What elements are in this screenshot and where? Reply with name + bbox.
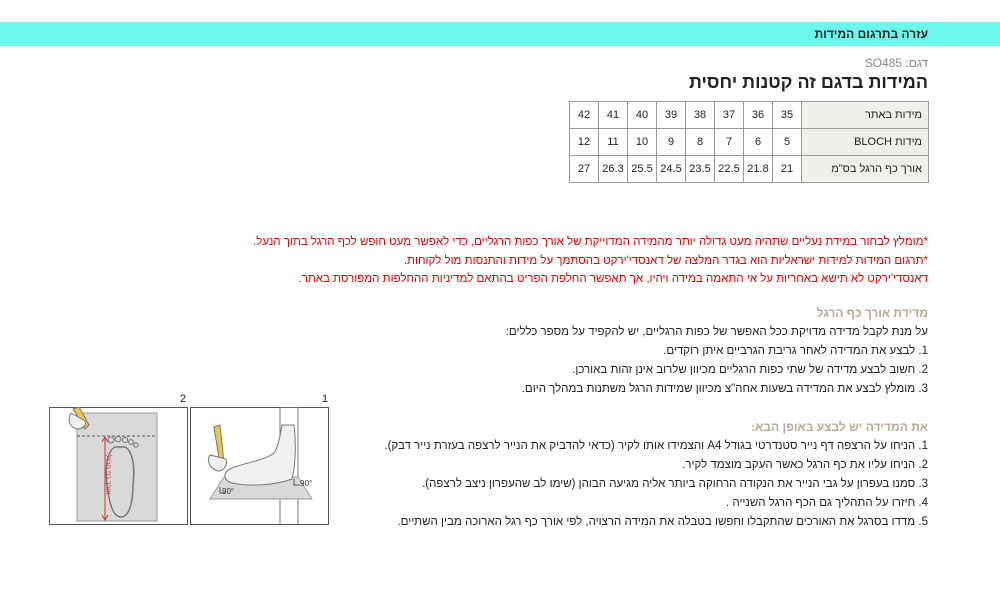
figure-number-2: 2 [180,393,187,405]
table-cell: 21 [773,156,802,183]
table-cell: 24.5 [657,156,686,183]
table-row-label: מידות BLOCH [802,129,929,156]
list-item: 3. מומלץ לבצע את המדידה בשעות אחה"צ מכיוון שמידות הרגל משתנות במהלך היום. [521,383,928,395]
list-item: 4. חיזרו על התהליך גם הכף הרגל השנייה . [726,497,928,509]
table-cell: 10 [628,129,657,156]
table-cell: 38 [686,102,715,129]
table-cell: 22.5 [715,156,744,183]
measure-rules [506,323,928,399]
table-cell: 12 [570,129,599,156]
foot-outline-illustration [49,407,188,525]
section-title-steps: את המדידה יש לבצע באופן הבא: [751,420,928,434]
angle-label-1: 90° [222,487,235,496]
table-cell: 27 [570,156,599,183]
table-cell: 37 [715,102,744,129]
table-row [570,129,929,156]
note-line: דאנסדי'ירקט לא תישא באחריות על אי התאמה במידה ויהיו, אך תאפשר החלפת הפריט בהתאם למדיניות ההחלפות המפורסת באתר. [298,273,928,285]
table-row [570,102,929,129]
table-cell: 5 [773,129,802,156]
note-line: *תרגום המידות למידות ישראליות הוא בגדר המלצה של דאנסדי'ירקט בהסתמך על מידות והתנסות מול לקוחות. [403,254,928,267]
figure-foot-side-view [190,407,329,525]
table-cell: 42 [570,102,599,129]
list-item: 5. מדדו בסרגל את האורכים שהתקבלו וחפשו בטבלה את המידה הרצויה, לפי אורך כף רגל הארוכה מבין השתיים. [397,516,928,528]
table-row-label: אורך כף הרגל בס"מ [802,156,929,183]
list-item: 1. לבצע את המדידה לאחר גריבת הגרביים איתן רוקדים. [663,345,928,357]
size-notes [253,233,928,289]
table-row-label: מידות באתר [802,102,929,129]
list-item: 1. הניחו על הרצפה דף נייר סטנדרטי בגודל A4 והצמידו אותו לקיר (כדאי להדביק את הנייר לרצפה בעזרת נייר דבק). [384,440,928,452]
measure-steps [384,437,928,532]
list-item: 2. הניחו עליו את כף הרגל כאשר העקב מוצמד לקיר. [682,459,928,471]
note-line: *מומלץ לבחור במידת נעליים שתהיה מעט גדולה יותר מהמידה המדוייקת של אורך כפות הרגליים, כדי לאפשר מעט חופש לכף הרגל בתוך הנעל. [253,236,928,248]
figure-foot-top-view [49,407,188,525]
table-cell: 35 [773,102,802,129]
table-cell: 25.5 [628,156,657,183]
table-cell: 36 [744,102,773,129]
section-title-measure: מדידת אורך כף הרגל [816,306,928,320]
list-item: 3. סמנו בעפרון על גבי הנייר את הנקודה הרחוקה ביותר אליה מגיעה הבוהן (שימו לב שהעפרון ניצב לרצפה). [422,478,928,490]
model-label: דגם: SO485 [864,56,928,70]
header-bar [0,22,1000,46]
foot-side-illustration [190,407,329,525]
table-cell: 11 [599,129,628,156]
table-cell: 40 [628,102,657,129]
table-cell: 9 [657,129,686,156]
table-cell: 7 [715,129,744,156]
rules-intro: על מנת לקבל מדידה מדויקת ככל האפשר של כפות הרגליים, יש להקפיד על מספר כללים: [505,326,928,338]
table-cell: 21.8 [744,156,773,183]
table-cell: 23.5 [686,156,715,183]
table-cell: 39 [657,102,686,129]
angle-label-2: 90° [300,479,313,488]
foot-length-label: אורך כף הרגל [104,454,112,495]
figure-number-1: 1 [322,393,329,405]
page-headline: המידות בדגם זה קטנות יחסית [688,72,928,92]
table-cell: 6 [744,129,773,156]
table-cell: 41 [599,102,628,129]
table-row [570,156,929,183]
header-title: עזרה בתרגום המידות [814,27,928,41]
table-cell: 8 [686,129,715,156]
size-table [569,101,929,183]
list-item: 2. חשוב לבצע מדידה של שתי כפות הרגליים מכיוון שלרוב אינן זהות באורכן. [572,364,928,376]
table-cell: 26.3 [599,156,628,183]
